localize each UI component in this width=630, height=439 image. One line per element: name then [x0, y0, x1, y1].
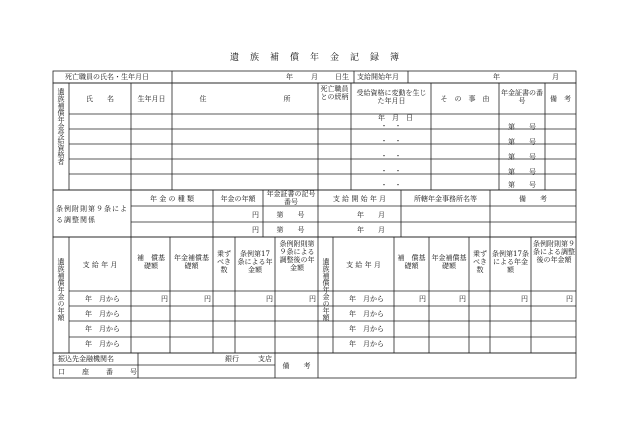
- header-month: 月: [311, 73, 318, 81]
- col-pension-kind: 年 金 の 種 類: [150, 195, 194, 203]
- col-change: 受給資格に変動を生じた年月日: [356, 89, 427, 105]
- from-right-2: 年 月から: [349, 310, 384, 318]
- col-art17-right: 条例第17条による年金額: [492, 250, 529, 274]
- yen-right-pension: 円: [459, 295, 466, 303]
- col-base-left: 補 償基礎額: [137, 254, 165, 270]
- col-art17-left: 条例第17条による年金額: [237, 250, 273, 274]
- bank-suffix: 銀行: [225, 355, 239, 363]
- change-dot-5: ・ ・: [380, 181, 402, 189]
- cert-no-5: 第 号: [508, 181, 536, 189]
- appendix-yen-1: 円: [252, 211, 259, 219]
- yen-left-base: 円: [161, 295, 168, 303]
- cert-no-2: 第 号: [508, 138, 536, 146]
- col-multiplier-right: 乗ずべき数: [473, 250, 487, 274]
- col-pension-remarks: 備 考: [519, 195, 547, 203]
- start-label: 支給開始年月: [357, 73, 399, 81]
- form-title: 遺 族 補 償 年 金 記 録 簿: [229, 53, 400, 63]
- col-address: 住 所: [199, 95, 291, 103]
- col-base-right: 補 償基礎額: [397, 254, 426, 270]
- header-year: 年: [286, 73, 293, 81]
- recipients-side-label: 遺族補償年金受給資格者: [57, 88, 65, 165]
- branch-suffix: 支店: [258, 355, 272, 363]
- from-left-4: 年 月から: [85, 340, 120, 348]
- cert-no-1: 第 号: [508, 123, 536, 131]
- deceased-name-label: 死亡職員の氏名・生年月日: [65, 73, 149, 81]
- annual-side-label-left: 遺族補償年金の年額: [57, 258, 65, 321]
- col-cert: 年金証書の番号: [501, 89, 543, 105]
- yen-left-pension: 円: [204, 295, 211, 303]
- change-dot-2: ・ ・: [380, 137, 402, 145]
- yen-left-adjusted: 円: [309, 295, 316, 303]
- yen-right-base: 円: [419, 295, 426, 303]
- yen-right-art17: 円: [521, 295, 528, 303]
- col-pension-office: 所轄年金事務所名等: [414, 195, 477, 203]
- col-relation: 死亡職員との続柄: [320, 85, 349, 101]
- col-multiplier-left: 乗ずべき数: [217, 250, 231, 274]
- change-dot-4: ・ ・: [380, 167, 402, 175]
- from-left-2: 年 月から: [85, 310, 120, 318]
- col-pension-cert: 年金証書の記号番号: [266, 190, 316, 206]
- account-label: 口 座 番 号: [58, 368, 138, 376]
- yen-left-art17: 円: [266, 295, 273, 303]
- change-dot-3: ・ ・: [380, 152, 402, 160]
- appendix-ym-2: 年 月: [357, 226, 385, 234]
- from-right-1: 年 月から: [349, 295, 384, 303]
- bank-label: 振込先金融機関名: [58, 355, 114, 363]
- start-year: 年: [493, 73, 500, 81]
- col-birth: 生年月日: [137, 95, 166, 103]
- col-period-left: 支 給 年 月: [82, 261, 118, 269]
- from-right-3: 年 月から: [349, 325, 384, 333]
- cert-no-3: 第 号: [508, 153, 536, 161]
- col-pension-start: 支 給 開 始 年 月: [332, 195, 387, 203]
- col-reason: そ の 事 由: [440, 95, 490, 103]
- col-period-right: 支 給 年 月: [346, 261, 381, 269]
- appendix-yen-2: 円: [252, 226, 259, 234]
- start-month: 月: [552, 73, 559, 81]
- cert-no-4: 第 号: [508, 168, 536, 176]
- col-pension-base-left: 年金補償基礎額: [174, 254, 209, 270]
- change-dot-1: ・ ・: [380, 122, 402, 130]
- col-adjusted-left: 条例附則第９条による調整後の年金額: [279, 240, 315, 272]
- yen-right-adjusted: 円: [566, 295, 573, 303]
- annual-side-label-right: 遺族補償年金の年額: [322, 258, 330, 321]
- col-pension-amount: 年金の年額: [220, 195, 256, 203]
- from-left-3: 年 月から: [85, 325, 120, 333]
- appendix-side-label: 条例附則第９条による調整関係: [56, 205, 128, 224]
- appendix-no-1: 第 号: [276, 211, 305, 219]
- header-day: 日生: [335, 73, 349, 81]
- from-right-4: 年 月から: [349, 340, 384, 348]
- col-pension-base-right: 年金補償基礎額: [431, 254, 467, 270]
- footer-remarks: 備 考: [282, 362, 311, 370]
- from-left-1: 年 月から: [85, 295, 120, 303]
- change-ymd: 年 月 日: [378, 114, 413, 122]
- appendix-ym-1: 年 月: [357, 211, 385, 219]
- col-adjusted-right: 条例附則第９条による調整後の年金額: [533, 240, 575, 264]
- col-remarks: 備 考: [550, 95, 571, 103]
- appendix-no-2: 第 号: [276, 226, 305, 234]
- col-name: 氏 名: [86, 95, 114, 103]
